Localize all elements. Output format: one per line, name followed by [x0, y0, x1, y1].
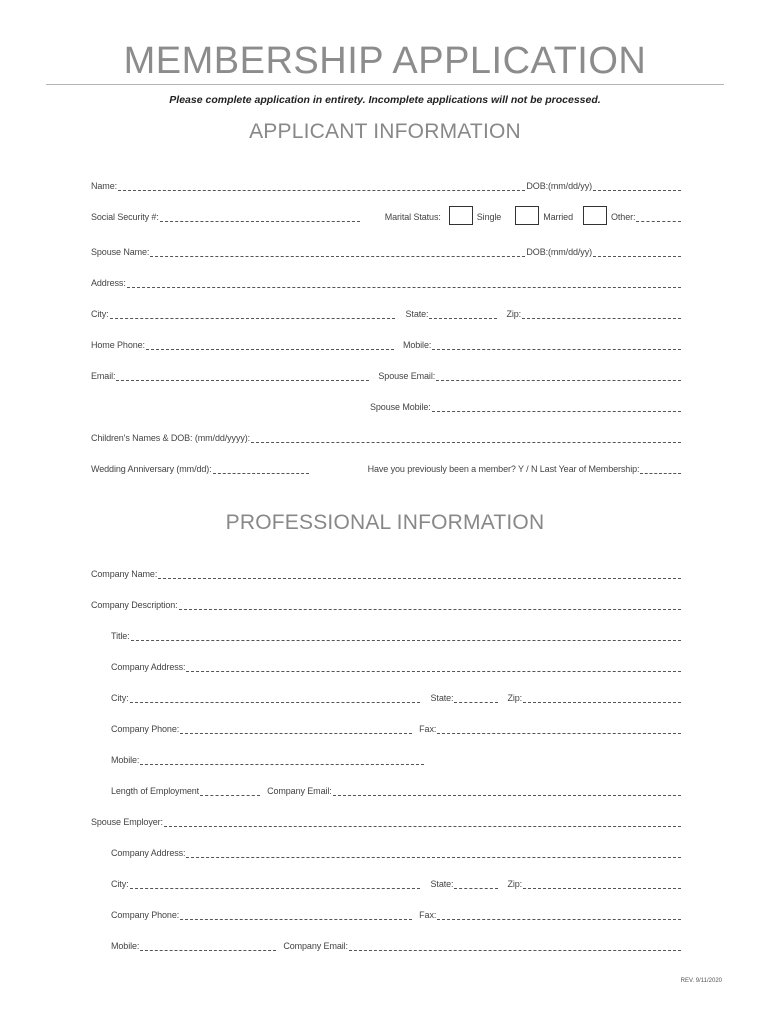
spouse-company-zip-input[interactable] [523, 878, 681, 889]
company-description-label: Company Description: [91, 600, 178, 610]
children-row [91, 429, 682, 443]
city-label: City: [91, 309, 109, 319]
state-input[interactable] [429, 308, 497, 319]
single-label: Single [476, 212, 502, 222]
children-label: Children's Names & DOB: (mm/dd/yyyy): [91, 433, 251, 443]
last-year-input[interactable] [640, 463, 681, 474]
job-title-label: Title: [111, 631, 130, 641]
mobile-input[interactable] [432, 339, 681, 350]
spouse-company-email-input[interactable] [349, 940, 681, 951]
form-instructions: Please complete application in entirety. Incomplete applications will not be processed. [169, 94, 601, 106]
anniversary-row [91, 460, 682, 474]
employment-row [111, 782, 682, 796]
email-row [91, 367, 682, 381]
email-input[interactable] [116, 370, 369, 381]
children-input[interactable] [251, 432, 681, 443]
other-checkbox[interactable] [583, 206, 607, 225]
dob-input[interactable] [593, 180, 681, 191]
applicant-section-heading: APPLICANT INFORMATION [249, 120, 521, 143]
spouse-fax-input[interactable] [437, 909, 681, 920]
ssn-input[interactable] [160, 211, 360, 222]
dob-label: DOB:(mm/dd/yy) [526, 181, 592, 191]
company-name-label: Company Name: [91, 569, 158, 579]
company-city-input[interactable] [130, 692, 420, 703]
spouse-company-state-input[interactable] [454, 878, 498, 889]
spouse-employer-label: Spouse Employer: [91, 817, 163, 827]
previous-member-label: Have you previously been a member? Y / N Last Year of Membership: [367, 464, 640, 474]
company-mobile-input[interactable] [140, 754, 424, 765]
company-city-row [111, 689, 682, 703]
company-phone-label: Company Phone: [111, 724, 180, 734]
company-phone-input[interactable] [180, 723, 412, 734]
other-label: Other: [611, 212, 636, 222]
company-city-label: City: [111, 693, 129, 703]
spouse-company-email-label: Company Email: [283, 941, 348, 951]
address-row [91, 274, 682, 288]
married-label: Married [543, 212, 573, 222]
home-phone-input[interactable] [146, 339, 394, 350]
company-description-row [91, 596, 682, 610]
other-input[interactable] [636, 211, 681, 222]
email-label: Email: [91, 371, 116, 381]
spouse-name-row [91, 243, 682, 257]
marital-status-label: Marital Status: [384, 212, 441, 222]
anniversary-label: Wedding Anniversary (mm/dd): [91, 464, 212, 474]
home-phone-label: Home Phone: [91, 340, 145, 350]
company-address-row [111, 658, 682, 672]
spouse-employer-row [91, 813, 682, 827]
spouse-mobile-input[interactable] [432, 401, 681, 412]
company-email-label: Company Email: [267, 786, 332, 796]
zip-input[interactable] [522, 308, 681, 319]
mobile-label: Mobile: [402, 340, 432, 350]
company-mobile-label: Mobile: [111, 755, 140, 765]
name-row [91, 177, 682, 191]
zip-label: Zip: [506, 309, 522, 319]
company-zip-label: Zip: [507, 693, 523, 703]
spouse-dob-label: DOB:(mm/dd/yy) [526, 247, 592, 257]
company-state-input[interactable] [454, 692, 498, 703]
company-address-input[interactable] [186, 661, 681, 672]
spouse-mobile-row [370, 398, 682, 412]
job-title-input[interactable] [131, 630, 681, 641]
company-email-input[interactable] [333, 785, 681, 796]
spouse-company-phone-label: Company Phone: [111, 910, 180, 920]
spouse-email-label: Spouse Email: [378, 371, 436, 381]
title-divider [46, 84, 724, 85]
city-state-zip-row [91, 305, 682, 319]
length-employment-input[interactable] [200, 785, 260, 796]
spouse-company-city-input[interactable] [130, 878, 420, 889]
company-mobile-row [111, 751, 682, 765]
company-zip-input[interactable] [523, 692, 681, 703]
spouse-company-city-row [111, 875, 682, 889]
length-employment-label: Length of Employment [111, 786, 200, 796]
name-input[interactable] [118, 180, 525, 191]
fax-input[interactable] [437, 723, 681, 734]
spouse-company-address-row [111, 844, 682, 858]
ssn-marital-row [91, 208, 682, 222]
address-label: Address: [91, 278, 126, 288]
company-state-label: State: [430, 693, 454, 703]
company-phone-row [111, 720, 682, 734]
address-input[interactable] [127, 277, 681, 288]
company-description-input[interactable] [179, 599, 681, 610]
spouse-mobile-email-row [111, 937, 682, 951]
spouse-company-city-label: City: [111, 879, 129, 889]
ssn-label: Social Security #: [91, 212, 159, 222]
name-label: Name: [91, 181, 118, 191]
spouse-company-phone-input[interactable] [180, 909, 412, 920]
spouse-fax-label: Fax: [419, 910, 437, 920]
spouse-company-zip-label: Zip: [507, 879, 523, 889]
spouse-company-address-input[interactable] [186, 847, 681, 858]
company-address-label: Company Address: [111, 662, 186, 672]
married-checkbox[interactable] [515, 206, 539, 225]
professional-section-heading: PROFESSIONAL INFORMATION [225, 511, 545, 534]
spouse-company-mobile-input[interactable] [140, 940, 276, 951]
fax-label: Fax: [419, 724, 437, 734]
spouse-name-label: Spouse Name: [91, 247, 150, 257]
state-label: State: [405, 309, 429, 319]
form-title: MEMBERSHIP APPLICATION [123, 40, 647, 82]
title-row [111, 627, 682, 641]
anniversary-input[interactable] [213, 463, 309, 474]
revision-date: REV. 9/11/2020 [680, 978, 722, 984]
spouse-company-phone-row [111, 906, 682, 920]
spouse-company-address-label: Company Address: [111, 848, 186, 858]
city-input[interactable] [110, 308, 395, 319]
company-name-row [91, 565, 682, 579]
single-checkbox[interactable] [449, 206, 473, 225]
spouse-email-input[interactable] [436, 370, 681, 381]
phone-row [91, 336, 682, 350]
spouse-company-mobile-label: Mobile: [111, 941, 140, 951]
spouse-dob-input[interactable] [593, 246, 681, 257]
spouse-company-state-label: State: [430, 879, 454, 889]
spouse-mobile-label: Spouse Mobile: [370, 402, 431, 412]
spouse-employer-input[interactable] [164, 816, 681, 827]
spouse-name-input[interactable] [150, 246, 525, 257]
company-name-input[interactable] [158, 568, 681, 579]
